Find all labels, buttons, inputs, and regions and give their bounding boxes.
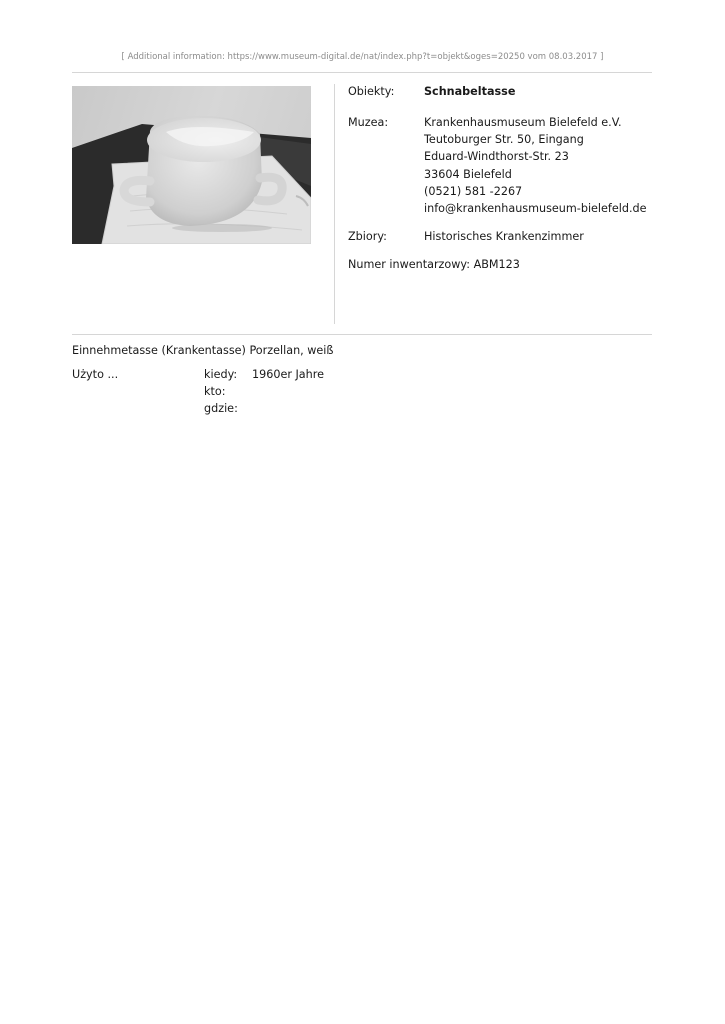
usage-who-row [204,383,238,400]
usage-label: Użyto ... [72,368,119,381]
usage-when-value: 1960er Jahre [252,368,324,381]
inventory-row [348,256,520,273]
usage-when-label: kiedy: [204,368,238,381]
usage-fields [204,366,324,418]
object-label: Obiekty: [348,85,395,98]
object-description: Einnehmetasse (Krankentasse) Porzellan, weiß [72,344,334,357]
museum-email: info@krankenhausmuseum-bielefeld.de [424,202,647,216]
museum-phone: (0521) 581 -2267 [424,184,523,198]
inventory-number: ABM123 [473,258,520,271]
museum-street: Teutoburger Str. 50, Eingang [424,133,584,147]
section-divider [72,334,652,335]
collection-label: Zbiory: [348,230,387,243]
usage-where-label: gdzie: [204,402,238,416]
museum-label: Muzea: [348,116,389,129]
object-photo [72,86,311,244]
source-info-line: [ Additional information: https://www.museum-digital.de/nat/index.php?t=objekt&oges=20250 vom 08.03.2017 ] [121,52,604,62]
top-divider [72,72,652,73]
museum-street-2: Eduard-Windthorst-Str. 23 [424,150,569,164]
museum-city: 33604 Bielefeld [424,167,512,181]
usage-who-label: kto: [204,385,226,399]
usage-when-row [204,366,324,383]
usage-where-row [204,400,238,417]
object-name: Schnabeltasse [424,85,516,98]
museum-address [424,114,647,217]
inventory-label: Numer inwentarzowy: [348,258,471,271]
museum-name: Krankenhausmuseum Bielefeld e.V. [424,116,622,129]
collection-name: Historisches Krankenzimmer [424,230,584,243]
column-divider [334,84,335,324]
